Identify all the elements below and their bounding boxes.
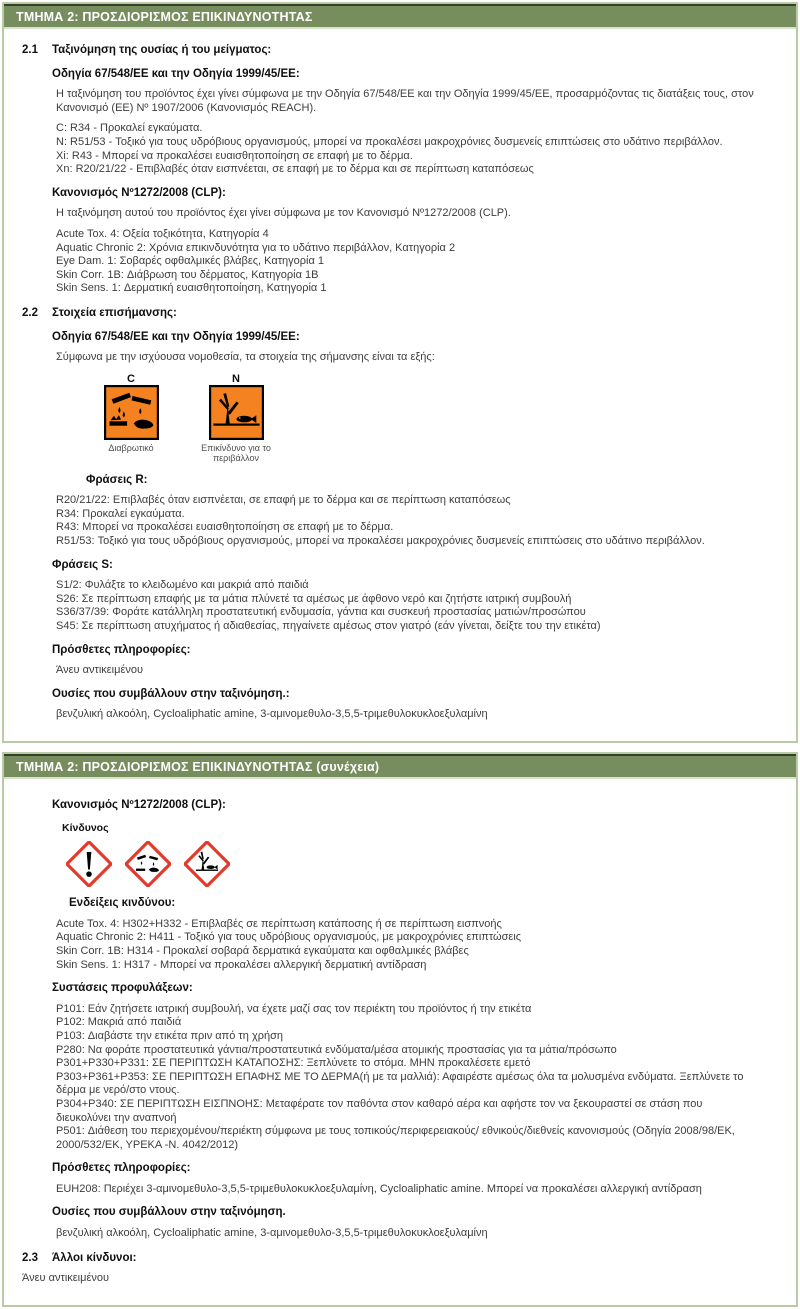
precautionary-line: P280: Να φοράτε προστατευτικά γάντια/προστατευτικά ενδύματα/μέσα ατομικής προστασίας για τα μάτια/πρόσωπο	[56, 1043, 617, 1056]
precautionary-line: P303+P361+P353: ΣΕ ΠΕΡΙΠΤΩΣΗ ΕΠΑΦΗΣ ΜΕ ΤΟ ΔΕΡΜΑ(ή με τα μαλλιά): Αφαιρέστε αμέσως όλα τα μολυσμένα ενδύματα. Ξεπλύνετε το δέρμα με νερό/στο ντους.	[56, 1070, 744, 1097]
substances-heading: Ουσίες που συμβάλλουν στην ταξινόμηση.	[52, 1206, 286, 1219]
dsd-environment-icon	[209, 385, 264, 440]
subsection-title: Άλλοι κίνδυνοι:	[52, 1251, 137, 1264]
section-2-box	[2, 2, 798, 743]
r-phrases-lines	[56, 494, 754, 548]
pictogram-code: N	[232, 372, 240, 385]
subsection-number: 2.3	[22, 1251, 38, 1264]
subsection-number: 2.1	[22, 44, 38, 56]
section-content	[4, 29, 796, 741]
substances-text: βενζυλική αλκοόλη, Cycloaliphatic amine, 3-αμινομεθυλο-3,5,5-τριμεθυλοκυκλοεξυλαμίνη	[56, 708, 488, 721]
pictogram-label: Διαβρωτικό	[108, 442, 154, 453]
s-phrases-lines	[56, 579, 754, 633]
classification-line: Xn: R20/21/22 - Επιβλαβές όταν εισπνέεται, σε επαφή με το δέρμα και σε περίπτωση καταπόσεως	[56, 163, 534, 176]
dsd-classification-lines	[56, 122, 754, 176]
r-phrase-line: R34: Προκαλεί εγκαύματα.	[56, 507, 185, 520]
clp-heading: Κανονισμός Νº1272/2008 (CLP):	[52, 186, 226, 199]
s-phrases-heading: Φράσεις S:	[52, 558, 113, 571]
extra-info-text: EUH208: Περιέχει 3-αμινομεθυλο-3,5,5-τριμεθυλοκυκλοεξυλαμίνη, Cycloaliphatic amine. Μπορεί να προκαλέσει αλλεργική αντίδραση	[56, 1182, 702, 1195]
classification-line: Aquatic Chronic 2: Χρόνια επικινδυνότητα για το υδάτινο περιβάλλον, Κατηγορία 2	[56, 241, 456, 254]
section-header: ΤΜΗΜΑ 2: ΠΡΟΣΔΙΟΡΙΣΜΟΣ ΕΠΙΚΙΝΔΥΝΟΤΗΤΑΣ (συνέχεια)	[4, 754, 796, 779]
classification-line: Skin Corr. 1B: Διάβρωση του δέρματος, Κατηγορία 1B	[56, 268, 319, 281]
classification-line: Acute Tox. 4: Οξεία τοξικότητα, Κατηγορία 4	[56, 227, 269, 240]
subsection-title: Ταξινόμηση της ουσίας ή του μείγματος:	[52, 44, 272, 56]
extra-info-heading: Πρόσθετες πληροφορίες:	[52, 643, 191, 656]
dsd-corrosive-icon	[104, 385, 159, 440]
classification-line: Eye Dam. 1: Σοβαρές οφθαλμικές βλάβες, Κατηγορία 1	[56, 255, 325, 268]
subsection-number: 2.2	[22, 306, 38, 319]
classification-line: N: R51/53 - Τοξικό για τους υδρόβιους οργανισμούς, μπορεί να προκαλέσει μακροχρόνιες δυσμενείς επιπτώσεις στο υδάτινο περιβάλλον.	[56, 135, 723, 148]
classification-line: C: R34 - Προκαλεί εγκαύματα.	[56, 122, 203, 135]
hazard-statement-line: Skin Corr. 1B: H314 - Προκαλεί σοβαρά δερματικά εγκαύματα και οφθαλμικές βλάβες	[56, 944, 469, 957]
directive-heading: Οδηγία 67/548/ΕΕ και την Οδηγία 1999/45/ΕΕ:	[52, 67, 300, 80]
r-phrases-heading: Φράσεις R:	[86, 473, 148, 486]
hazard-statements-heading: Ενδείξεις κινδύνου:	[69, 897, 176, 910]
precautionary-line: P304+P340: ΣΕ ΠΕΡΙΠΤΩΣΗ ΕΙΣΠΝΟΗΣ: Μεταφέρατε τον παθόντα στον καθαρό αέρα και αφήστε τον να ξεκουραστεί σε στάση που διευκολύνει την αναπνοή	[56, 1097, 703, 1124]
substances-heading: Ουσίες που συμβάλλουν στην ταξινόμηση.:	[52, 687, 290, 700]
precautionary-line: P102: Μακριά από παιδιά	[56, 1016, 182, 1029]
ghs07-exclamation-icon	[66, 841, 112, 887]
subsection-title: Στοιχεία επισήμανσης:	[52, 306, 177, 319]
substances-text: βενζυλική αλκοόλη, Cycloaliphatic amine, 3-αμινομεθυλο-3,5,5-τριμεθυλοκυκλοεξυλαμίνη	[56, 1227, 488, 1240]
extra-info-heading: Πρόσθετες πληροφορίες:	[52, 1162, 191, 1175]
precautionary-lines	[56, 1003, 754, 1153]
classification-line: Xi: R43 - Μπορεί να προκαλέσει ευαισθητοποίηση σε επαφή με το δέρμα.	[56, 149, 413, 162]
other-hazards-text: Άνευ αντικειμένου	[22, 1272, 109, 1285]
subsection-2-2	[8, 307, 754, 321]
extra-info-text: Άνευ αντικειμένου	[56, 664, 143, 677]
signal-word: Κίνδυνος	[62, 821, 109, 834]
r-phrase-line: R43: Μπορεί να προκαλέσει ευαισθητοποίηση σε επαφή με το δέρμα.	[56, 521, 394, 534]
ghs-pictogram-row	[66, 841, 754, 887]
hazard-statement-line: Acute Tox. 4: H302+H332 - Επιβλαβές σε περίπτωση κατάποσης ή σε περίπτωση εισπνοής	[56, 917, 502, 930]
ghs09-environment-icon	[184, 841, 230, 887]
subsection-2-1	[8, 44, 754, 58]
precautionary-line: P101: Εάν ζητήσετε ιατρική συμβουλή, να έχετε μαζί σας τον περιέκτη του προϊόντος ή την ετικέτα	[56, 1002, 532, 1015]
precautionary-line: P103: Διαβάστε την ετικέτα πριν από τη χρήση	[56, 1029, 283, 1042]
directive-paragraph: Η ταξινόμηση του προϊόντος έχει γίνει σύμφωνα με την Οδηγία 67/548/ΕΕ και την Οδηγία 1999/45/ΕΕ, προσαρμόζοντας τις διατάξεις τους, στον Κανονισμό (ΕΕ) Νº 1907/2006 (Κανονισμός REACH).	[56, 88, 754, 114]
s-phrase-line: S1/2: Φυλάξτε το κλειδωμένο και μακριά από παιδιά	[56, 579, 309, 592]
clp-heading: Κανονισμός Νº1272/2008 (CLP):	[52, 799, 226, 811]
precautionary-line: P501: Διάθεση του περιεχομένου/περιέκτη σύμφωνα με τους τοπικούς/περιφερειακούς/ εθνικούς/διεθνείς κανονισμούς (Οδηγία 2008/98/ΕΚ, 2000/532/ΕΚ, ΥΡΕΚΑ -Ν. 4042/2012)	[56, 1125, 735, 1151]
pictogram-code: C	[127, 372, 135, 385]
dsd-pictogram-environment	[186, 373, 286, 464]
clp-classification-lines	[56, 228, 754, 296]
dsd-pictogram-row	[81, 373, 754, 464]
hazard-statement-line: Aquatic Chronic 2: H411 - Τοξικό για τους υδρόβιους οργανισμούς, με μακροχρόνιες επιπτώσεις	[56, 931, 522, 944]
section-content	[4, 779, 796, 1305]
clp-paragraph: Η ταξινόμηση αυτού του προϊόντος έχει γίνει σύμφωνα με τον Κανονισμό Νº1272/2008 (CLP).	[56, 207, 511, 220]
dsd-pictogram-corrosive	[81, 373, 181, 464]
s-phrase-line: S45: Σε περίπτωση ατυχήματος ή αδιαθεσίας, πηγαίνετε αμέσως στον γιατρό (εάν γίνεται, δείξτε του την ετικέτα)	[56, 620, 601, 633]
precautionary-line: P301+P330+P331: ΣΕ ΠΕΡΙΠΤΩΣΗ ΚΑΤΑΠΟΣΗΣ: Ξεπλύνετε το στόμα. ΜΗΝ προκαλέσετε εμετό	[56, 1057, 531, 1070]
pictogram-label: Επικίνδυνο για το περιβάλλον	[201, 442, 271, 464]
classification-line: Skin Sens. 1: Δερματική ευαισθητοποίηση, Κατηγορία 1	[56, 282, 327, 295]
s-phrase-line: S36/37/39: Φοράτε κατάλληλη προστατευτική ενδυμασία, γάντια και συσκευή προστασίας ματιών/προσώπου	[56, 606, 586, 619]
r-phrase-line: R51/53: Τοξικό για τους υδρόβιους οργανισμούς, μπορεί να προκαλέσει μακροχρόνιες δυσμενείς επιπτώσεις στο υδάτινο περιβάλλον.	[56, 535, 705, 548]
section-header: ΤΜΗΜΑ 2: ΠΡΟΣΔΙΟΡΙΣΜΟΣ ΕΠΙΚΙΝΔΥΝΟΤΗΤΑΣ	[4, 4, 796, 29]
hazard-statement-line: Skin Sens. 1: H317 - Μπορεί να προκαλέσει αλλεργική δερματική αντίδραση	[56, 958, 427, 971]
directive-heading: Οδηγία 67/548/ΕΕ και την Οδηγία 1999/45/ΕΕ:	[52, 330, 300, 343]
hazard-statements-lines	[56, 918, 754, 972]
section-2-continued-box	[2, 752, 798, 1307]
precautionary-heading: Συστάσεις προφυλάξεων:	[52, 982, 193, 995]
ghs05-corrosion-icon	[125, 841, 171, 887]
labelling-intro: Σύμφωνα με την ισχύουσα νομοθεσία, τα στοιχεία της σήμανσης είναι τα εξής:	[56, 351, 435, 364]
subsection-2-3	[8, 1252, 754, 1266]
s-phrase-line: S26: Σε περίπτωση επαφής με τα μάτια πλύνετέ τα αμέσως με άφθονο νερό και ζητήστε ιατρική συμβουλή	[56, 592, 572, 605]
r-phrase-line: R20/21/22: Επιβλαβές όταν εισπνέεται, σε επαφή με το δέρμα και σε περίπτωση καταπόσεως	[56, 494, 511, 507]
